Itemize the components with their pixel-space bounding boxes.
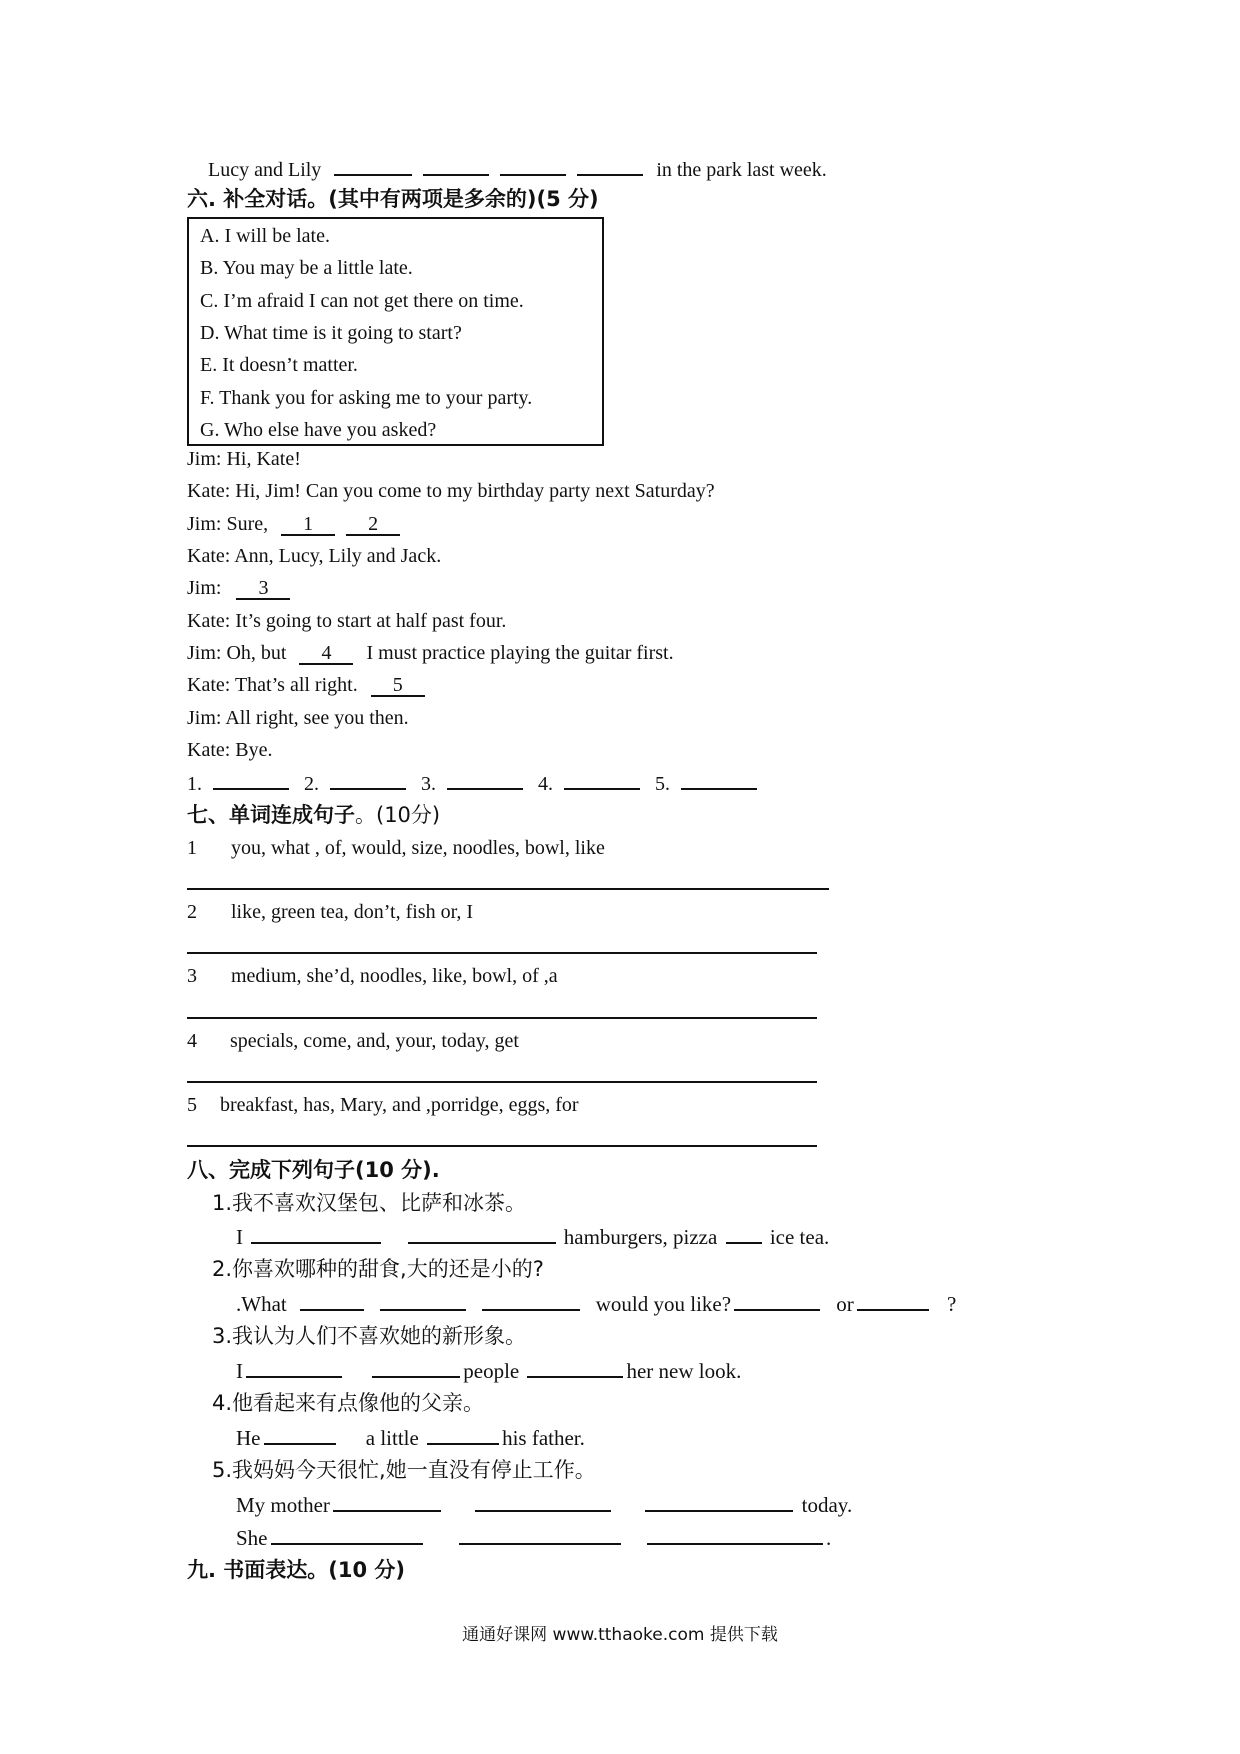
q-text: people [463, 1359, 520, 1383]
q-text: I [236, 1225, 243, 1249]
q-text: a little [365, 1426, 419, 1450]
q-text: . [826, 1526, 832, 1550]
dialogue-line-5 [187, 576, 293, 600]
option-d: D. What time is it going to start? [200, 322, 462, 344]
q-text: her new look. [626, 1359, 742, 1383]
blank[interactable] [726, 1224, 762, 1244]
section6-heading: 六. 补全对话。(其中有两项是多余的)(5 分) [187, 187, 599, 211]
dialogue-line-7 [187, 641, 674, 665]
blank[interactable] [334, 156, 412, 176]
q-text: She [236, 1526, 268, 1550]
blank[interactable] [380, 1291, 466, 1311]
option-a: A. I will be late. [200, 225, 330, 247]
blank-3[interactable]: 3 [236, 578, 290, 600]
answer-row [187, 770, 760, 796]
section7-heading-bold: 七、单词连成句子 [187, 803, 355, 827]
q-text: ? [947, 1292, 957, 1316]
word-item-1 [187, 836, 605, 860]
word-list: medium, she’d, noodles, like, bowl, of ,a [231, 965, 558, 987]
section7-heading [187, 803, 440, 827]
dialogue-line-9: Jim: All right, see you then. [187, 707, 409, 729]
blank[interactable] [333, 1492, 441, 1512]
item-number: 4 [187, 1030, 197, 1052]
blank-1[interactable]: 1 [281, 514, 335, 536]
dialogue-text: Jim: Sure, [187, 513, 269, 535]
answer-label: 5. [655, 773, 670, 795]
blank[interactable] [300, 1291, 364, 1311]
blank[interactable] [647, 1525, 823, 1545]
page-footer: 通通好课网 www.tthaoke.com 提供下载 [462, 1625, 778, 1645]
dialogue-line-8 [187, 673, 428, 697]
blank[interactable] [645, 1492, 793, 1512]
q1-chinese: 1.我不喜欢汉堡包、比萨和冰茶。 [212, 1191, 527, 1215]
word-item-2 [187, 900, 473, 924]
q2-chinese: 2.你喜欢哪种的甜食,大的还是小的? [212, 1257, 544, 1281]
q5-english-2 [236, 1525, 831, 1550]
q-text: He [236, 1426, 261, 1450]
q3-english [236, 1358, 741, 1383]
word-list: breakfast, has, Mary, and ,porridge, eggs, for [220, 1094, 579, 1116]
q-text: or [836, 1292, 854, 1316]
item-number: 2 [187, 901, 197, 923]
blank[interactable] [482, 1291, 580, 1311]
answer-line-4[interactable] [187, 1081, 817, 1083]
blank[interactable] [500, 156, 566, 176]
answer-line-2[interactable] [187, 952, 817, 954]
q-text: My mother [236, 1493, 330, 1517]
answer-label: 4. [538, 773, 553, 795]
answer-blank-2[interactable] [330, 770, 406, 790]
dialogue-line-6: Kate: It’s going to start at half past four. [187, 610, 507, 632]
q2-english [236, 1291, 956, 1316]
answer-label: 3. [421, 773, 436, 795]
option-c: C. I’m afraid I can not get there on time. [200, 290, 524, 312]
blank[interactable] [577, 156, 643, 176]
answer-blank-1[interactable] [213, 770, 289, 790]
options-box [187, 217, 604, 446]
top-sentence-start: Lucy and Lily [208, 159, 322, 181]
q5-english-1 [236, 1492, 852, 1517]
word-item-5 [187, 1093, 579, 1117]
blank-5[interactable]: 5 [371, 675, 425, 697]
section7-heading-rest: 。(10分) [355, 803, 441, 827]
answer-line-1[interactable] [187, 888, 829, 890]
q-text: I [236, 1359, 243, 1383]
q-text: would you like? [595, 1292, 732, 1316]
word-list: specials, come, and, your, today, get [230, 1030, 519, 1052]
word-list: you, what , of, would, size, noodles, bowl, like [231, 837, 605, 859]
blank[interactable] [734, 1291, 820, 1311]
answer-blank-5[interactable] [681, 770, 757, 790]
word-item-3 [187, 964, 558, 988]
blank[interactable] [423, 156, 489, 176]
blank-4[interactable]: 4 [299, 643, 353, 665]
answer-blank-3[interactable] [447, 770, 523, 790]
blank[interactable] [271, 1525, 423, 1545]
item-number: 5 [187, 1094, 197, 1116]
dialogue-text: I must practice playing the guitar first. [366, 642, 674, 664]
blank[interactable] [408, 1224, 556, 1244]
blank[interactable] [372, 1358, 460, 1378]
section9-heading: 九. 书面表达。(10 分) [187, 1558, 406, 1582]
answer-label: 1. [187, 773, 202, 795]
dialogue-text: Jim: Oh, but [187, 642, 287, 664]
q-text: pizza [673, 1225, 718, 1249]
blank[interactable] [264, 1425, 336, 1445]
section8-heading: 八、完成下列句子(10 分). [187, 1158, 440, 1182]
dialogue-line-3 [187, 512, 403, 536]
option-e: E. It doesn’t matter. [200, 354, 358, 376]
option-b: B. You may be a little late. [200, 257, 413, 279]
blank[interactable] [475, 1492, 611, 1512]
q4-english [236, 1425, 585, 1450]
q5-chinese: 5.我妈妈今天很忙,她一直没有停止工作。 [212, 1458, 596, 1482]
q1-english [236, 1224, 829, 1249]
answer-line-3[interactable] [187, 1017, 817, 1019]
option-f: F. Thank you for asking me to your party. [200, 387, 533, 409]
blank[interactable] [527, 1358, 623, 1378]
q3-chinese: 3.我认为人们不喜欢她的新形象。 [212, 1324, 527, 1348]
answer-blank-4[interactable] [564, 770, 640, 790]
top-sentence-end: in the park last week. [656, 159, 827, 181]
option-g: G. Who else have you asked? [200, 419, 437, 441]
answer-line-5[interactable] [187, 1145, 817, 1147]
word-list: like, green tea, don’t, fish or, I [231, 901, 474, 923]
answer-label: 2. [304, 773, 319, 795]
dialogue-line-10: Kate: Bye. [187, 739, 273, 761]
blank[interactable] [246, 1358, 342, 1378]
item-number: 3 [187, 965, 197, 987]
q4-chinese: 4.他看起来有点像他的父亲。 [212, 1391, 485, 1415]
q-text: .What [236, 1292, 287, 1316]
q-text: today. [801, 1493, 853, 1517]
blank[interactable] [427, 1425, 499, 1445]
dialogue-line-4: Kate: Ann, Lucy, Lily and Jack. [187, 545, 442, 567]
dialogue-line-1: Jim: Hi, Kate! [187, 448, 301, 470]
word-item-4 [187, 1029, 519, 1053]
q-text: his father. [502, 1426, 585, 1450]
blank[interactable] [251, 1224, 381, 1244]
q-text: ice tea. [769, 1225, 830, 1249]
blank[interactable] [857, 1291, 929, 1311]
dialogue-text: Kate: That’s all right. [187, 674, 358, 696]
blank-2[interactable]: 2 [346, 514, 400, 536]
dialogue-line-2: Kate: Hi, Jim! Can you come to my birthday party next Saturday? [187, 480, 715, 502]
q-text: hamburgers, [563, 1225, 668, 1249]
item-number: 1 [187, 837, 197, 859]
blank[interactable] [459, 1525, 621, 1545]
top-sentence [208, 156, 827, 182]
dialogue-text: Jim: [187, 577, 222, 599]
